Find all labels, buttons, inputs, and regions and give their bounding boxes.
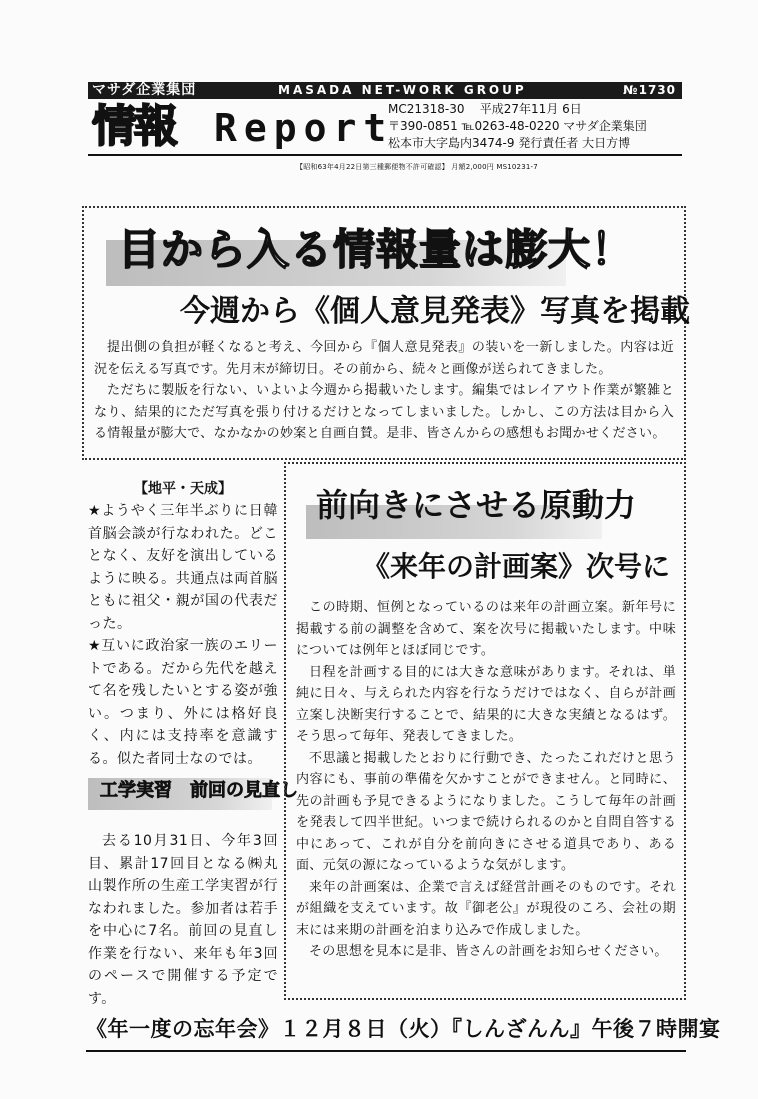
article2-body (296, 597, 676, 963)
group-name: マサダ企業集団 (92, 82, 197, 98)
issue-date: 平成27年11月 6日 (479, 102, 582, 116)
column-paragraph: ★ようやく三年半ぶりに日韓首脳会談が行なわれた。どことなく、友好を演出しているように映る。共通点は両首脳ともに祖父・親が国の代表だった。 (88, 503, 278, 632)
article2-subheadline: 《来年の計画案》次号に (362, 550, 671, 583)
masthead-rule (88, 154, 682, 156)
koujou-paragraph: 去る10月31日、今年3回目、累計17回目となる㈱丸山製作所の生産工学実習が行なわれました。参加者は若手を中心に7名。前回の見直し作業を行ない、来年も年3回のペースで開催する予定です。 (88, 833, 278, 1007)
paragraph: その思想を見本に是非、皆さんの計画をお知らせください。 (309, 944, 668, 959)
article1-subheadline: 今週から《個人意見発表》写真を掲載 (180, 294, 690, 329)
footer-rule (86, 1050, 686, 1052)
article1-body (94, 337, 674, 445)
article2-headline: 前向きにさせる原動力 (316, 486, 637, 524)
title-jp: 情報 (92, 101, 176, 152)
registration-note: 【昭和63年4月22日第三種郵便物不許可確認】 月額2,000円 MS10231-7 (296, 163, 538, 171)
title-en: Report (214, 106, 394, 150)
address-line: 〒390-0851 ℡0263-48-0220 マサダ企業集団 (388, 119, 647, 133)
koujou-heading: 工学実習 前回の見直し (100, 780, 298, 801)
column-heading: 【地平・天成】 (134, 481, 232, 497)
column-paragraph: ★互いに政治家一族のエリートである。だから先代を越えて名を残したいとする姿が強い。つまり、外には格好良く、内には支持率を意識する。似た者同士なのでは。 (88, 638, 278, 767)
issue-number: №1730 (623, 83, 676, 97)
paragraph: 不思議と掲載したとおりに行動でき、たったこれだけと思う内容にも、事前の準備を欠かすことができません。と同時に、先の計画も予見できるようになりました。こうして毎年の計画を発表して四半世紀。いつまで続けられるのかと自問自答する中にあって、これが自分を前向きにさせる道具であり、ある面、元気の源になっているような気がします。 (296, 750, 676, 873)
paragraph: ただちに製版を行ない、いよいよ今週から掲載いたします。編集ではレイアウト作業が繁雑となり、結果的にただ写真を張り付けるだけとなってしまいました。しかし、この方法は目から入る情報量が膨大で、なかなかの妙案と自画自賛。是非、皆さんからの感想もお聞かせください。 (94, 383, 674, 441)
article1-headline: 目から入る情報量は膨大！ (118, 225, 635, 274)
issue-code: MC21318-30 (388, 102, 465, 116)
column-chihei-tensei (88, 478, 278, 770)
koujou-section (88, 772, 298, 1010)
paragraph: 来年の計画案は、企業で言えば経営計画そのものです。それが組織を支えています。故『御老公』が現役のころ、会社の期末には来期の計画を泊まり込みで作成しました。 (296, 879, 676, 938)
masthead (88, 82, 682, 156)
masthead-info (388, 101, 647, 152)
location-line: 松本市大字島内3474-9 発行責任者 大日方博 (388, 136, 631, 150)
paragraph: この時期、恒例となっているのは来年の計画立案。新年号に掲載する前の調整を含めて、案を次号に掲載いたします。中味については例年とほぼ同じです。 (296, 600, 676, 658)
paragraph: 日程を計画する目的には大きな意味があります。それは、単純に日々、与えられた内容を行なうだけではなく、自らが計画立案し決断実行することで、結果的に大きな実績となるはず。そう思って毎年、発表してきました。 (296, 664, 676, 744)
network-name: MASADA NET-WORK GROUP (278, 83, 527, 97)
footer-announcement: 《年一度の忘年会》１２月８日（火）『しんざんん』午後７時開宴 (86, 1017, 721, 1041)
paragraph: 提出側の負担が軽くなると考え、今回から『個人意見発表』の装いを一新しました。内容は近況を伝える写真です。先月末が締切日。その前から、続々と画像が送られてきました。 (94, 340, 674, 377)
